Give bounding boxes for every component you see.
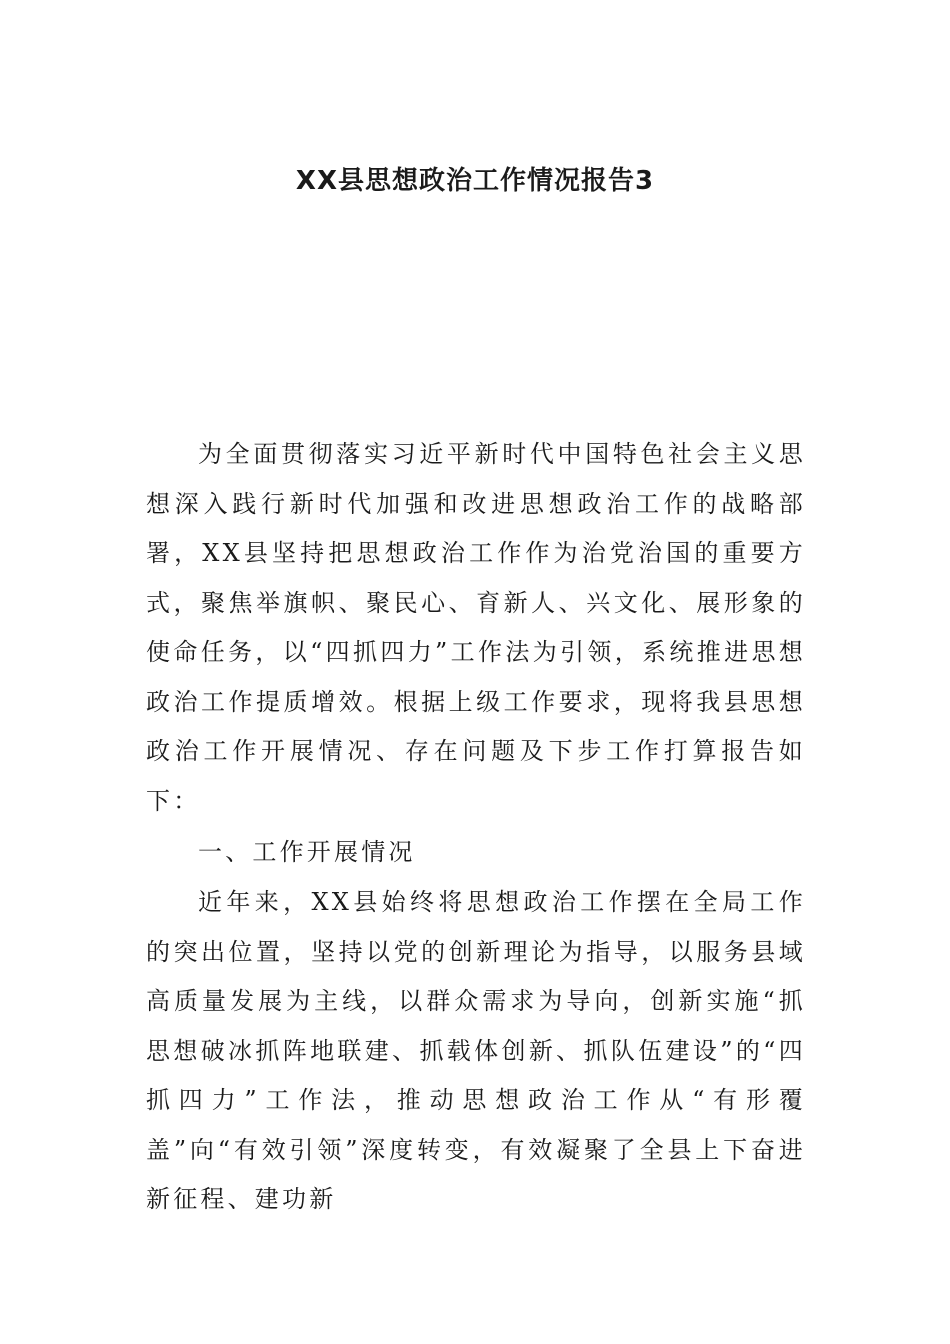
intro-paragraph: 为全面贯彻落实习近平新时代中国特色社会主义思想深入践行新时代加强和改进思想政治工作的战略部署，XX县坚持把思想政治工作作为治党治国的重要方式，聚焦举旗帜、聚民心、育新人、兴文化、展形象的使命任务，以“四抓四力”工作法为引领，系统推进思想政治工作提质增效。根据上级工作要求，现将我县思想政治工作开展情况、存在问题及下步工作打算报告如下： (146, 440, 806, 815)
section-heading-1: 一、工作开展情况 (198, 838, 416, 866)
section-1-paragraph: 近年来，XX县始终将思想政治工作摆在全局工作的突出位置，坚持以党的创新理论为指导，以服务县域高质量发展为主线，以群众需求为导向，创新实施“抓思想破冰抓阵地联建、抓载体创新、抓队伍建设”的“四抓四力”工作法，推动思想政治工作从“有形覆盖”向“有效引领”深度转变，有效凝聚了全县上下奋进新征程、建功新 (146, 888, 806, 1213)
document-title: XX县思想政治工作情况报告3 (295, 166, 655, 196)
